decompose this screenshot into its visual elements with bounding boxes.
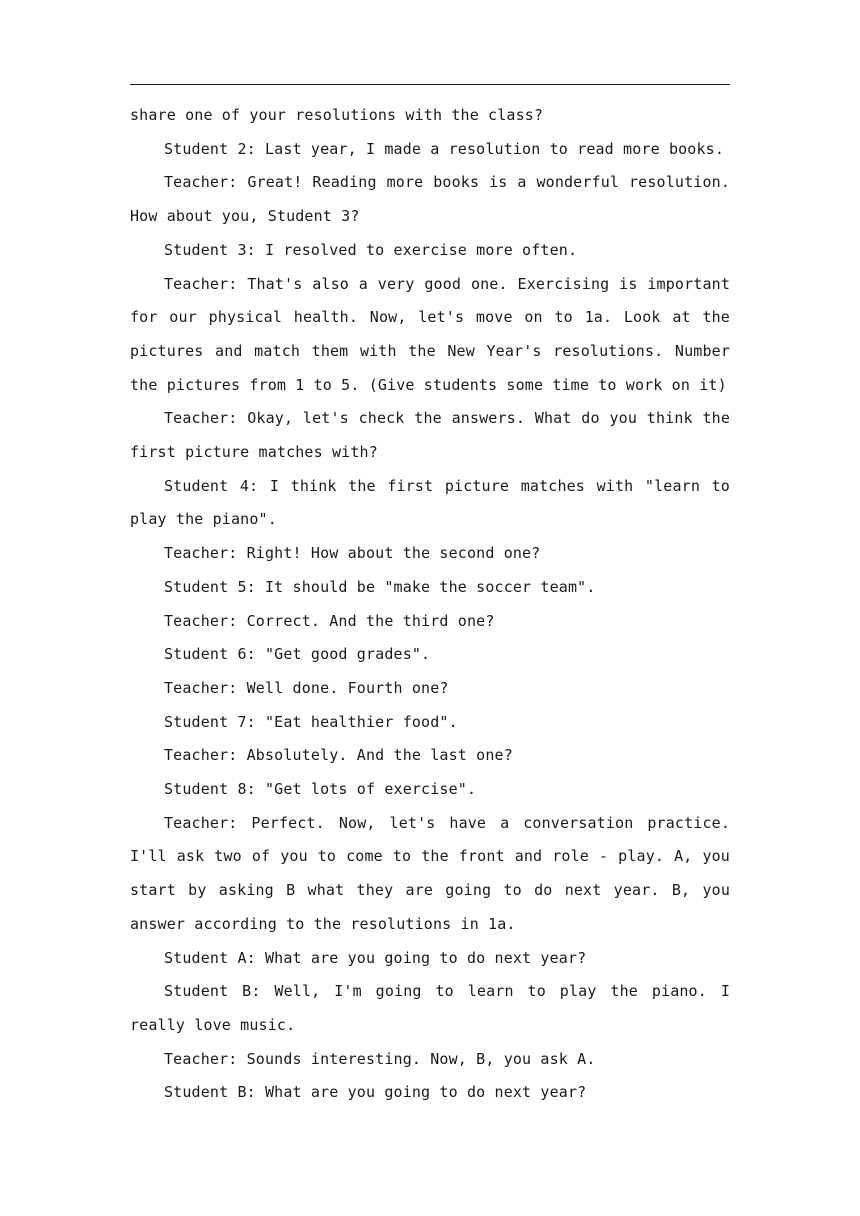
paragraph: Student 3: I resolved to exercise more often.: [164, 240, 578, 259]
paragraph: Teacher: Perfect. Now, let's have a conversation practice. I'll ask two of you to come to the front and role - play. A, you start by asking B what they are going to do next year. B, you answer according to the resolutions in 1a.: [130, 813, 730, 933]
paragraph: Student 8: "Get lots of exercise".: [164, 780, 477, 799]
paragraph: Student 5: It should be "make the soccer team".: [164, 577, 596, 596]
paragraph: share one of your resolutions with the class?: [130, 106, 544, 124]
paragraph: Student A: What are you going to do next year?: [164, 948, 587, 967]
paragraph: Teacher: That's also a very good one. Exercising is important for our physical health. Now, let's move on to 1a. Look at the pictures and match them with the New Year's resolutions. Number the pictures from 1 to 5. (Give students some time to work on it): [130, 274, 730, 394]
paragraph: Teacher: Correct. And the third one?: [164, 611, 495, 630]
dialogue-body: [130, 99, 730, 1110]
paragraph: Teacher: Great! Reading more books is a wonderful resolution. How about you, Student 3?: [130, 173, 730, 226]
paragraph: Student 4: I think the first picture matches with "learn to play the piano".: [130, 476, 730, 529]
paragraph: Student 7: "Eat healthier food".: [164, 712, 458, 731]
paragraph: Teacher: Absolutely. And the last one?: [164, 746, 513, 765]
paragraph: Student 2: Last year, I made a resolution to read more books.: [164, 139, 725, 158]
paragraph: Student 6: "Get good grades".: [164, 645, 431, 664]
paragraph: Teacher: Well done. Fourth one?: [164, 678, 449, 697]
paragraph: Teacher: Okay, let's check the answers. What do you think the first picture matches with?: [130, 409, 730, 462]
paragraph: Teacher: Sounds interesting. Now, B, you ask A.: [164, 1049, 596, 1068]
paragraph: Teacher: Right! How about the second one?: [164, 544, 541, 563]
header-rule: [130, 84, 730, 85]
paragraph: Student B: What are you going to do next year?: [164, 1083, 587, 1102]
paragraph: Student B: Well, I'm going to learn to play the piano. I really love music.: [130, 982, 730, 1034]
